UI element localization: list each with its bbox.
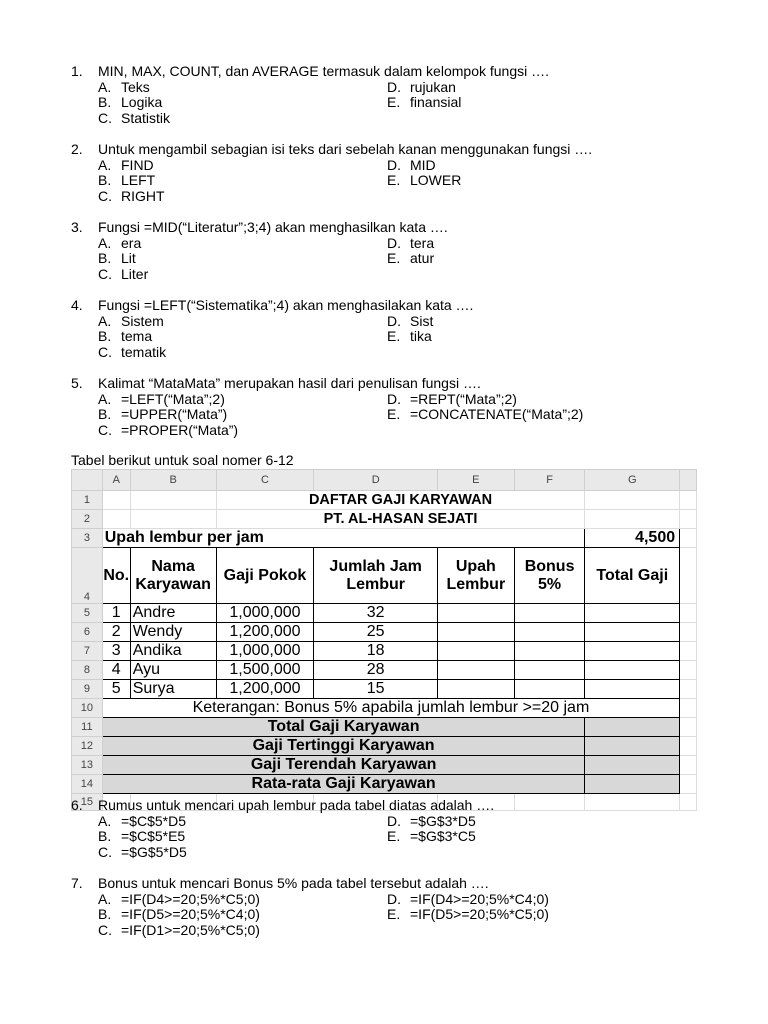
row-number: 2 — [72, 510, 103, 529]
option-b: B. =IF(D5>=20;5%*C4;0) — [98, 906, 260, 923]
row-number: 15 — [72, 794, 103, 811]
row-number: 1 — [72, 491, 103, 510]
column-header: F — [514, 470, 585, 491]
row-number: 4 — [72, 548, 103, 604]
column-header-row — [72, 470, 697, 491]
question-text: Fungsi =MID(“Literatur”;3;4) akan menghasilkan kata …. — [98, 219, 448, 235]
option-b: B. =UPPER(“Mata”) — [98, 406, 228, 423]
summary-row: 13 Gaji Terendah Karyawan — [72, 756, 697, 775]
question-text: Kalimat “MataMata” merupakan hasil dari penulisan fungsi …. — [98, 375, 481, 391]
header-jumlah-jam: Jumlah Jam Lembur — [314, 548, 438, 604]
corner-cell — [72, 470, 103, 491]
option-d: D. tera — [387, 234, 435, 251]
summary-row: 11 Total Gaji Karyawan — [72, 718, 697, 737]
question-text: Rumus untuk mencari upah lembur pada tabel diatas adalah …. — [98, 797, 495, 813]
question-6 — [71, 798, 711, 860]
question-number: 6. — [71, 797, 83, 813]
option-a: A. era — [98, 234, 142, 251]
option-d: D. Sist — [387, 312, 434, 329]
question-number: 4. — [71, 297, 83, 313]
table-intro: Tabel berikut untuk soal nomer 6-12 — [71, 452, 294, 468]
option-d: D. =$G$3*D5 — [387, 812, 476, 829]
question-4 — [71, 298, 711, 360]
option-e: E. =$G$3*C5 — [387, 828, 476, 845]
header-bonus: Bonus 5% — [514, 548, 585, 604]
column-header: B — [130, 470, 216, 491]
option-e: E. finansial — [387, 94, 462, 111]
question-7 — [71, 876, 711, 938]
option-a: A. Teks — [98, 78, 150, 95]
question-2 — [71, 142, 711, 204]
option-c: C. Liter — [98, 265, 149, 282]
option-e: E. =CONCATENATE(“Mata”;2) — [387, 406, 584, 423]
row-number: 10 — [72, 699, 103, 718]
header-upah-lembur: Upah Lembur — [437, 548, 514, 604]
sheet-subtitle: PT. AL-HASAN SEJATI — [216, 510, 585, 529]
option-e: E. tika — [387, 328, 432, 345]
question-1 — [71, 64, 711, 126]
option-a: A. =$C$5*D5 — [98, 812, 186, 829]
column-header: E — [437, 470, 514, 491]
option-d: D. =IF(D4>=20;5%*C4;0) — [387, 890, 549, 907]
keterangan-note: Keterangan: Bonus 5% apabila jumlah lembur >=20 jam — [102, 699, 679, 718]
option-e: E. atur — [387, 250, 435, 267]
option-b: B. Logika — [98, 94, 163, 111]
header-no: No. — [102, 548, 130, 604]
option-a: A. =IF(D4>=20;5%*C5;0) — [98, 890, 260, 907]
table-row: 8 4 Ayu 1,500,000 28 — [72, 661, 697, 680]
option-c: C. RIGHT — [98, 187, 165, 204]
option-b: B. LEFT — [98, 172, 156, 189]
question-number: 2. — [71, 141, 83, 157]
option-a: A. Sistem — [98, 312, 164, 329]
table-row: 5 1 Andre 1,000,000 32 — [72, 604, 697, 623]
option-c: C. =IF(D1>=20;5%*C5;0) — [98, 921, 260, 938]
question-3 — [71, 220, 711, 282]
question-number: 5. — [71, 375, 83, 391]
row-number: 3 — [72, 529, 103, 548]
option-d: D. MID — [387, 156, 436, 173]
column-header: G — [585, 470, 680, 491]
header-nama: Nama Karyawan — [130, 548, 216, 604]
question-number: 7. — [71, 875, 83, 891]
overtime-rate-label: Upah lembur per jam — [102, 529, 585, 548]
option-c: C. tematik — [98, 343, 167, 360]
sheet-title: DAFTAR GAJI KARYAWAN — [216, 491, 585, 510]
summary-row: 12 Gaji Tertinggi Karyawan — [72, 737, 697, 756]
overtime-rate-value: 4,500 — [585, 529, 680, 548]
question-text: Untuk mengambil sebagian isi teks dari sebelah kanan menggunakan fungsi …. — [98, 141, 593, 157]
table-row: 9 5 Surya 1,200,000 15 — [72, 680, 697, 699]
option-e: E. LOWER — [387, 172, 462, 189]
table-row: 6 2 Wendy 1,200,000 25 — [72, 623, 697, 642]
option-e: E. =IF(D5>=20;5%*C5;0) — [387, 906, 549, 923]
option-b: B. tema — [98, 328, 153, 345]
table-row: 7 3 Andika 1,000,000 18 — [72, 642, 697, 661]
column-header: D — [314, 470, 438, 491]
question-number: 3. — [71, 219, 83, 235]
option-c: C. =$G$5*D5 — [98, 843, 187, 860]
option-a: A. =LEFT(“Mata”;2) — [98, 390, 225, 407]
option-c: C. Statistik — [98, 109, 171, 126]
option-b: B. =$C$5*E5 — [98, 828, 186, 845]
summary-row: 14 Rata-rata Gaji Karyawan — [72, 775, 697, 794]
question-text: Fungsi =LEFT(“Sistematika”;4) akan menghasilakan kata …. — [98, 297, 474, 313]
column-header: C — [216, 470, 314, 491]
header-total-gaji: Total Gaji — [585, 548, 680, 604]
header-gaji-pokok: Gaji Pokok — [216, 548, 314, 604]
question-text: MIN, MAX, COUNT, dan AVERAGE termasuk dalam kelompok fungsi …. — [98, 63, 550, 79]
option-a: A. FIND — [98, 156, 154, 173]
option-b: B. Lit — [98, 250, 136, 267]
question-text: Bonus untuk mencari Bonus 5% pada tabel tersebut adalah …. — [98, 875, 489, 891]
option-d: D. rujukan — [387, 78, 456, 95]
option-c: C. =PROPER(“Mata”) — [98, 421, 239, 438]
column-header: A — [102, 470, 130, 491]
option-d: D. =REPT(“Mata”;2) — [387, 390, 517, 407]
question-number: 1. — [71, 63, 83, 79]
question-5 — [71, 376, 711, 438]
